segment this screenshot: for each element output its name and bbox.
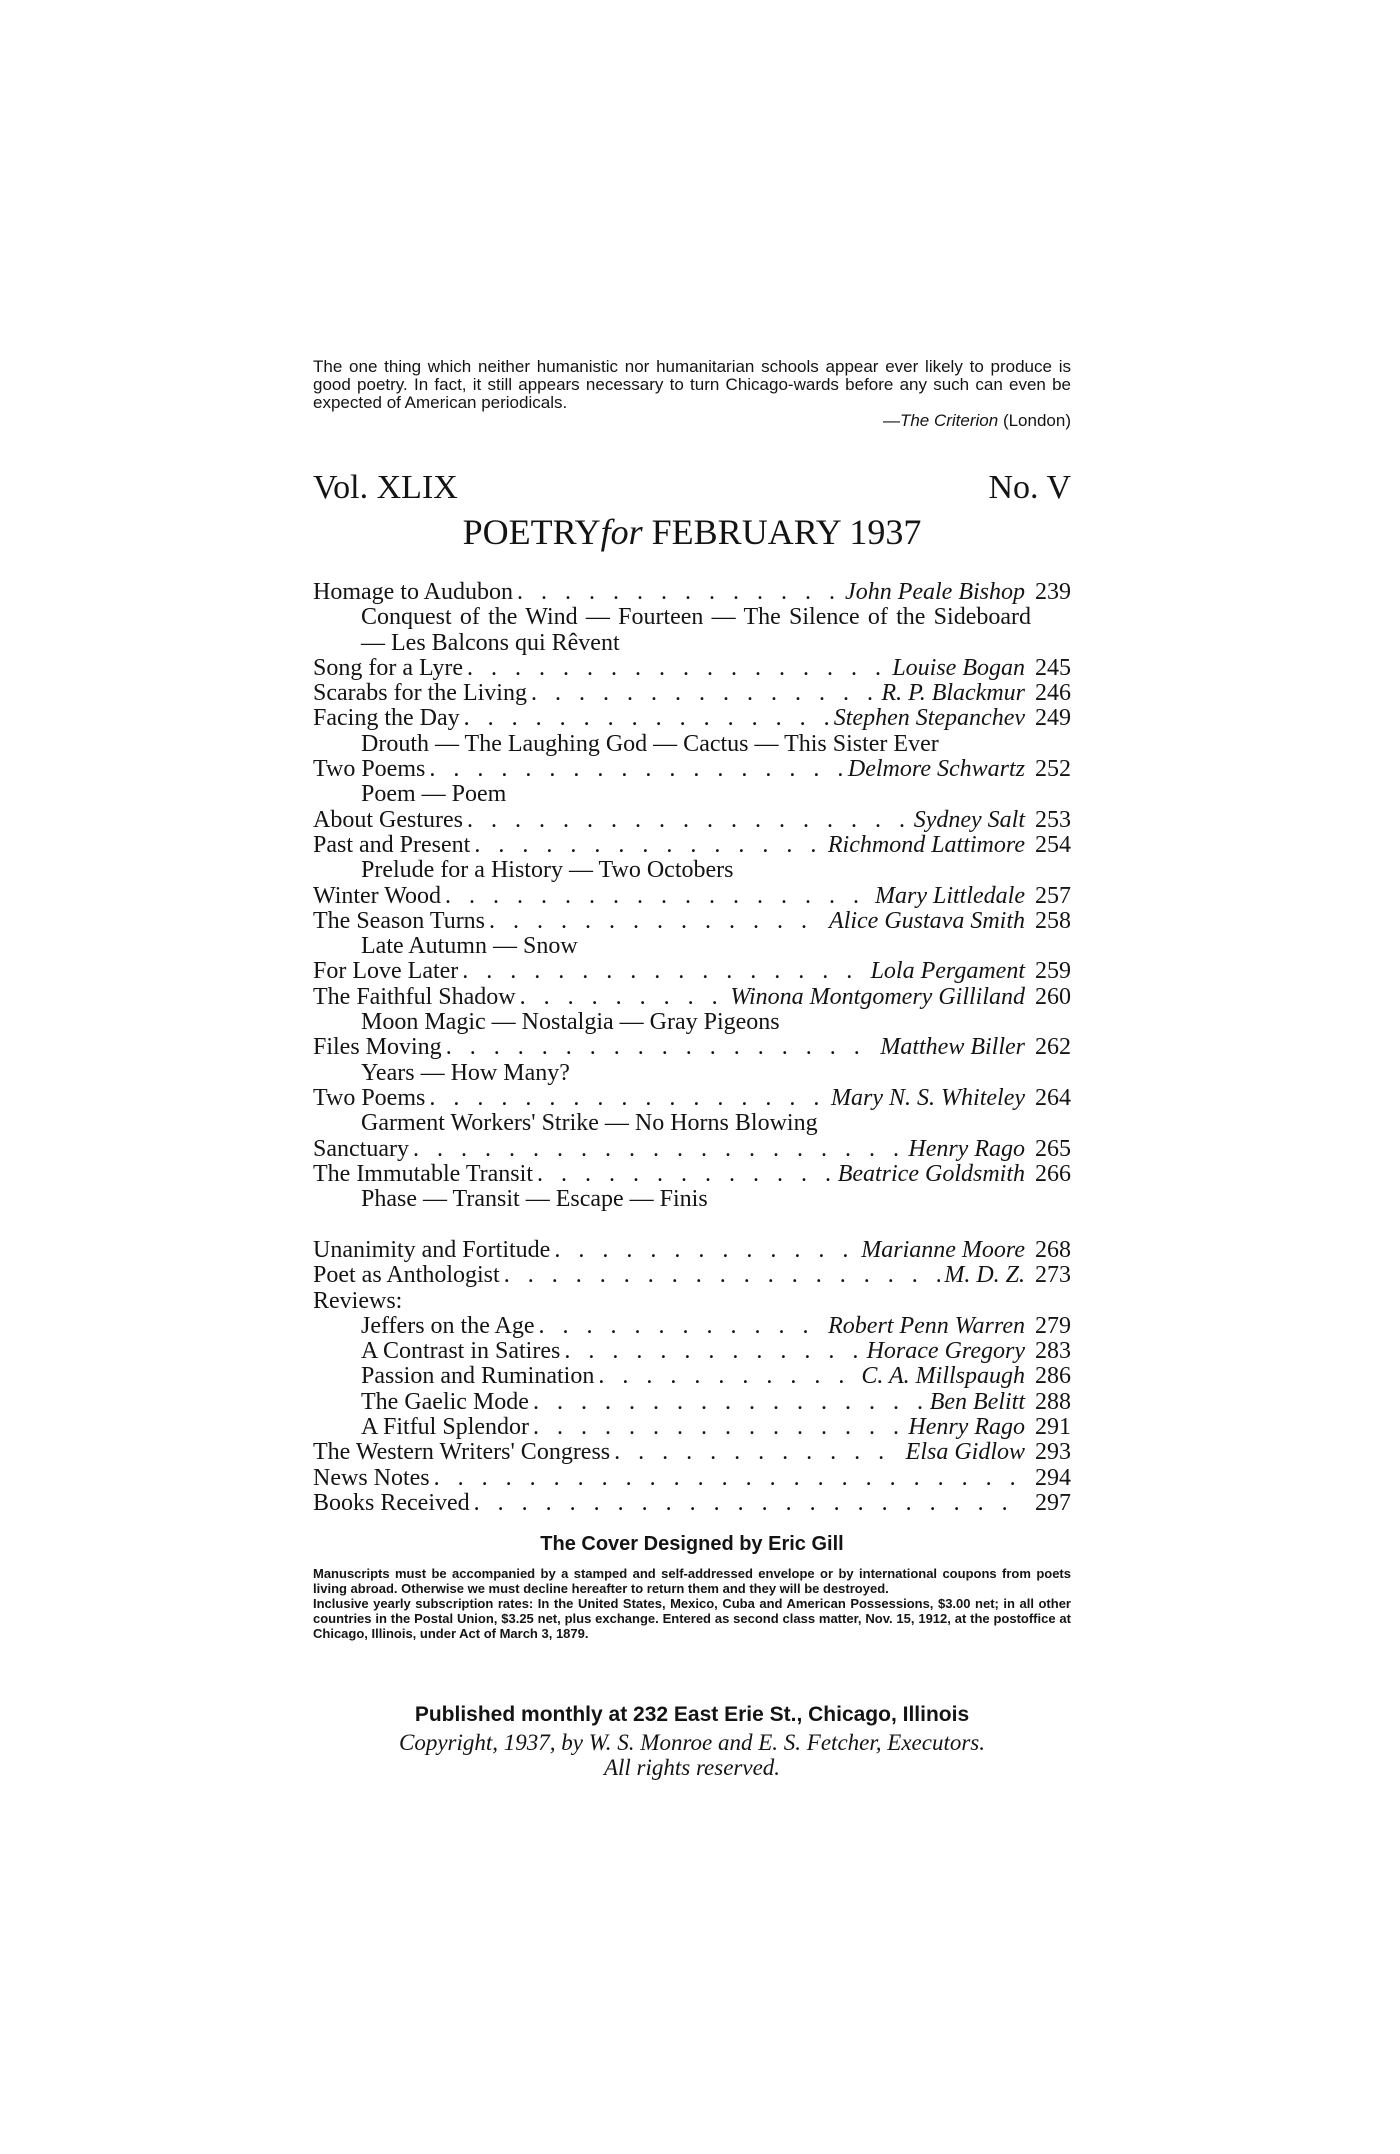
toc-subtitles-two-poems-schwartz: Poem — Poem [361, 781, 507, 808]
epigraph [313, 358, 1071, 430]
toc-leader [517, 580, 841, 605]
toc-title: The Faithful Shadow [313, 983, 516, 1010]
toc-title: Scarabs for the Living [313, 680, 527, 707]
toc-page: 293 [1035, 1439, 1071, 1466]
toc-title: Two Poems [313, 1084, 426, 1111]
publication-notes [313, 1566, 1071, 1641]
toc-subtitles-season: Late Autumn — Snow [361, 933, 578, 960]
toc-leader [531, 681, 878, 706]
toc-author: Louise Bogan [892, 654, 1025, 681]
epigraph-source-title: —The Criterion [882, 411, 999, 430]
toc-author: Winona Montgomery Gilliland [730, 983, 1025, 1010]
toc-entry-two-poems-whiteley [313, 1086, 1071, 1111]
toc-entry-contrast [313, 1339, 1071, 1364]
toc-entry-poet-anthologist [313, 1263, 1071, 1288]
toc-entry-gaelic [313, 1390, 1071, 1415]
toc-author: R. P. Blackmur [881, 680, 1025, 707]
toc-leader [537, 1162, 834, 1187]
toc-leader [533, 1390, 926, 1415]
toc-author: Horace Gregory [866, 1338, 1025, 1365]
toc-author: Henry Rago [908, 1414, 1025, 1441]
toc-leader [614, 1440, 902, 1465]
issue-title-poetry: POETRY [462, 512, 601, 552]
table-of-contents-prose [313, 1238, 1071, 1516]
toc-title: About Gestures [313, 806, 463, 833]
toc-entry-scarabs [313, 681, 1071, 706]
toc-entry-homage [313, 580, 1071, 605]
published-line: Published monthly at 232 East Erie St., Chicago, Illinois [414, 1703, 970, 1726]
toc-entry-shadow [313, 985, 1071, 1010]
toc-entry-love [313, 959, 1071, 984]
toc-page: 286 [1035, 1363, 1071, 1390]
toc-page: 297 [1035, 1489, 1071, 1516]
toc-author: Sydney Salt [913, 806, 1025, 833]
toc-entry-passion [313, 1364, 1071, 1389]
toc-title: Facing the Day [313, 705, 460, 732]
toc-title: Homage to Audubon [313, 579, 513, 605]
toc-author: Henry Rago [908, 1135, 1025, 1162]
volume-row [313, 468, 1071, 508]
toc-author: Marianne Moore [861, 1237, 1025, 1263]
toc-entry-transit [313, 1162, 1071, 1187]
toc-subtitles-homage: Conquest of the Wind — Fourteen — The Silence of the Sideboard — Les Balcons qui Rêvent [361, 604, 1031, 656]
toc-entry-two-poems-schwartz [313, 757, 1071, 782]
toc-leader [598, 1364, 857, 1389]
toc-page: 266 [1035, 1160, 1071, 1187]
toc-leader [434, 1466, 1021, 1491]
toc-leader [564, 1339, 862, 1364]
toc-author: Delmore Schwartz [847, 756, 1025, 783]
toc-author: Stephen Stepanchev [833, 705, 1025, 732]
issue-title-for: for [600, 512, 643, 552]
toc-subtitles-past: Prelude for a History — Two Octobers [361, 857, 734, 884]
copyright-line: Copyright, 1937, by W. S. Monroe and E. S. Fetcher, Executors. [399, 1730, 985, 1755]
toc-entry-fitful [313, 1415, 1071, 1440]
manuscripts-note: Manuscripts must be accompanied by a stamped and self-addressed envelope or by international coupons from poets living abroad. Otherwise we must decline hereafter to return them and they will be destroyed. [313, 1566, 1071, 1596]
toc-page: 245 [1035, 654, 1071, 681]
toc-subtitles-transit: Phase — Transit — Escape — Finis [361, 1186, 708, 1213]
epigraph-text: The one thing which neither humanistic nor humanitarian schools appear ever likely to produce is good poetry. In fact, it still appears necessary to turn Chicago-wards before any such can even be expected of American periodicals. [313, 357, 1071, 412]
toc-subtitles-facing: Drouth — The Laughing God — Cactus — This Sister Ever [361, 730, 939, 757]
toc-title: A Fitful Splendor [361, 1414, 530, 1441]
toc-page: 239 [1035, 579, 1071, 605]
toc-title: Past and Present [313, 831, 471, 858]
toc-leader [533, 1415, 904, 1440]
toc-page: 246 [1035, 680, 1071, 707]
toc-leader [462, 959, 866, 984]
toc-subtitles-two-poems-whiteley: Garment Workers' Strike — No Horns Blowing [361, 1110, 818, 1137]
toc-author: Ben Belitt [929, 1388, 1025, 1415]
toc-page: 265 [1035, 1135, 1071, 1162]
toc-page: 264 [1035, 1084, 1071, 1111]
toc-title: News Notes [313, 1464, 430, 1491]
toc-page: 254 [1035, 831, 1071, 858]
epigraph-source [313, 412, 1071, 430]
toc-author: Mary Littledale [875, 882, 1025, 909]
toc-entry-song [313, 656, 1071, 681]
reviews-heading: Reviews: [313, 1287, 403, 1314]
toc-title: Files Moving [313, 1034, 442, 1061]
toc-title: Sanctuary [313, 1135, 409, 1162]
toc-entry-files [313, 1035, 1071, 1060]
copyright-block [313, 1730, 1071, 1780]
toc-page: 268 [1035, 1237, 1071, 1263]
toc-author: C. A. Millspaugh [861, 1363, 1025, 1390]
toc-leader [413, 1137, 904, 1162]
toc-page: 259 [1035, 958, 1071, 985]
toc-entry-news [313, 1466, 1071, 1491]
toc-author: Richmond Lattimore [827, 831, 1025, 858]
toc-author: John Peale Bishop [845, 579, 1025, 605]
toc-title: Books Received [313, 1489, 470, 1516]
toc-entry-jeffers [313, 1314, 1071, 1339]
toc-leader [520, 985, 727, 1010]
toc-title: Jeffers on the Age [361, 1312, 535, 1339]
toc-page: 260 [1035, 983, 1071, 1010]
volume-label: Vol. XLIX [313, 469, 458, 506]
toc-entry-gestures [313, 808, 1071, 833]
toc-leader [504, 1263, 941, 1288]
toc-leader [429, 757, 844, 782]
toc-author: Lola Pergament [870, 958, 1025, 985]
toc-leader [474, 833, 824, 858]
toc-page: 273 [1035, 1262, 1071, 1289]
toc-page: 288 [1035, 1388, 1071, 1415]
cover-credit: The Cover Designed by Eric Gill [540, 1533, 844, 1555]
toc-author: Beatrice Goldsmith [837, 1160, 1025, 1187]
toc-leader [539, 1314, 825, 1339]
toc-page: 258 [1035, 907, 1071, 934]
toc-entry-books [313, 1491, 1071, 1516]
toc-author: Matthew Biller [880, 1034, 1025, 1061]
toc-title: The Western Writers' Congress [313, 1439, 611, 1466]
toc-page: 262 [1035, 1034, 1071, 1061]
issue-title-date: FEBRUARY 1937 [651, 512, 922, 552]
toc-page: 253 [1035, 806, 1071, 833]
toc-page: 252 [1035, 756, 1071, 783]
toc-leader [446, 1035, 877, 1060]
toc-title: The Gaelic Mode [361, 1388, 529, 1415]
toc-entry-facing [313, 706, 1071, 731]
toc-author: Mary N. S. Whiteley [831, 1084, 1025, 1111]
toc-subtitles-files: Years — How Many? [361, 1059, 570, 1086]
toc-entry-season [313, 909, 1071, 934]
table-of-contents-poems [313, 580, 1071, 1212]
toc-page: 283 [1035, 1338, 1071, 1365]
toc-entry-past [313, 833, 1071, 858]
toc-author: Elsa Gidlow [905, 1439, 1025, 1466]
toc-title: Winter Wood [313, 882, 441, 909]
toc-author: M. D. Z. [944, 1262, 1025, 1289]
toc-author: Alice Gustava Smith [829, 907, 1025, 934]
toc-leader [467, 656, 888, 681]
toc-author: Robert Penn Warren [828, 1312, 1025, 1339]
toc-title: The Immutable Transit [313, 1160, 533, 1187]
toc-entry-sanctuary [313, 1137, 1071, 1162]
toc-leader [445, 884, 871, 909]
toc-page: 249 [1035, 705, 1071, 732]
toc-leader [467, 808, 910, 833]
toc-title: The Season Turns [313, 907, 486, 934]
toc-leader [464, 706, 830, 731]
toc-leader [474, 1491, 1021, 1516]
toc-entry-congress [313, 1440, 1071, 1465]
toc-title: For Love Later [313, 958, 459, 985]
toc-title: Passion and Rumination [361, 1363, 595, 1390]
toc-page: 291 [1035, 1414, 1071, 1441]
toc-leader [489, 909, 825, 934]
rights-line: All rights reserved. [603, 1755, 781, 1780]
subscription-note: Inclusive yearly subscription rates: In the United States, Mexico, Cuba and American Possessions, $3.00 net; in all other countries in the Postal Union, $3.25 net, plus exchange. Entered as second class matter, Nov. 15, 1912, at the postoffice at Chicago, Illinois, under Act of March 3, 1879. [313, 1596, 1071, 1641]
toc-title: Song for a Lyre [313, 654, 463, 681]
toc-entry-unanimity [313, 1238, 1071, 1263]
toc-page: 279 [1035, 1312, 1071, 1339]
epigraph-source-place: (London) [1002, 411, 1071, 430]
toc-leader [429, 1086, 827, 1111]
toc-title: Two Poems [313, 756, 426, 783]
toc-subtitles-shadow: Moon Magic — Nostalgia — Gray Pigeons [361, 1009, 780, 1036]
toc-entry-winter [313, 884, 1071, 909]
issue-title [313, 510, 1071, 554]
number-label: No. V [988, 469, 1071, 506]
toc-leader [554, 1238, 857, 1263]
toc-title: A Contrast in Satires [361, 1338, 561, 1365]
toc-page: 257 [1035, 882, 1071, 909]
toc-title: Unanimity and Fortitude [313, 1237, 551, 1263]
toc-title: Poet as Anthologist [313, 1262, 500, 1289]
toc-page: 294 [1035, 1464, 1071, 1491]
